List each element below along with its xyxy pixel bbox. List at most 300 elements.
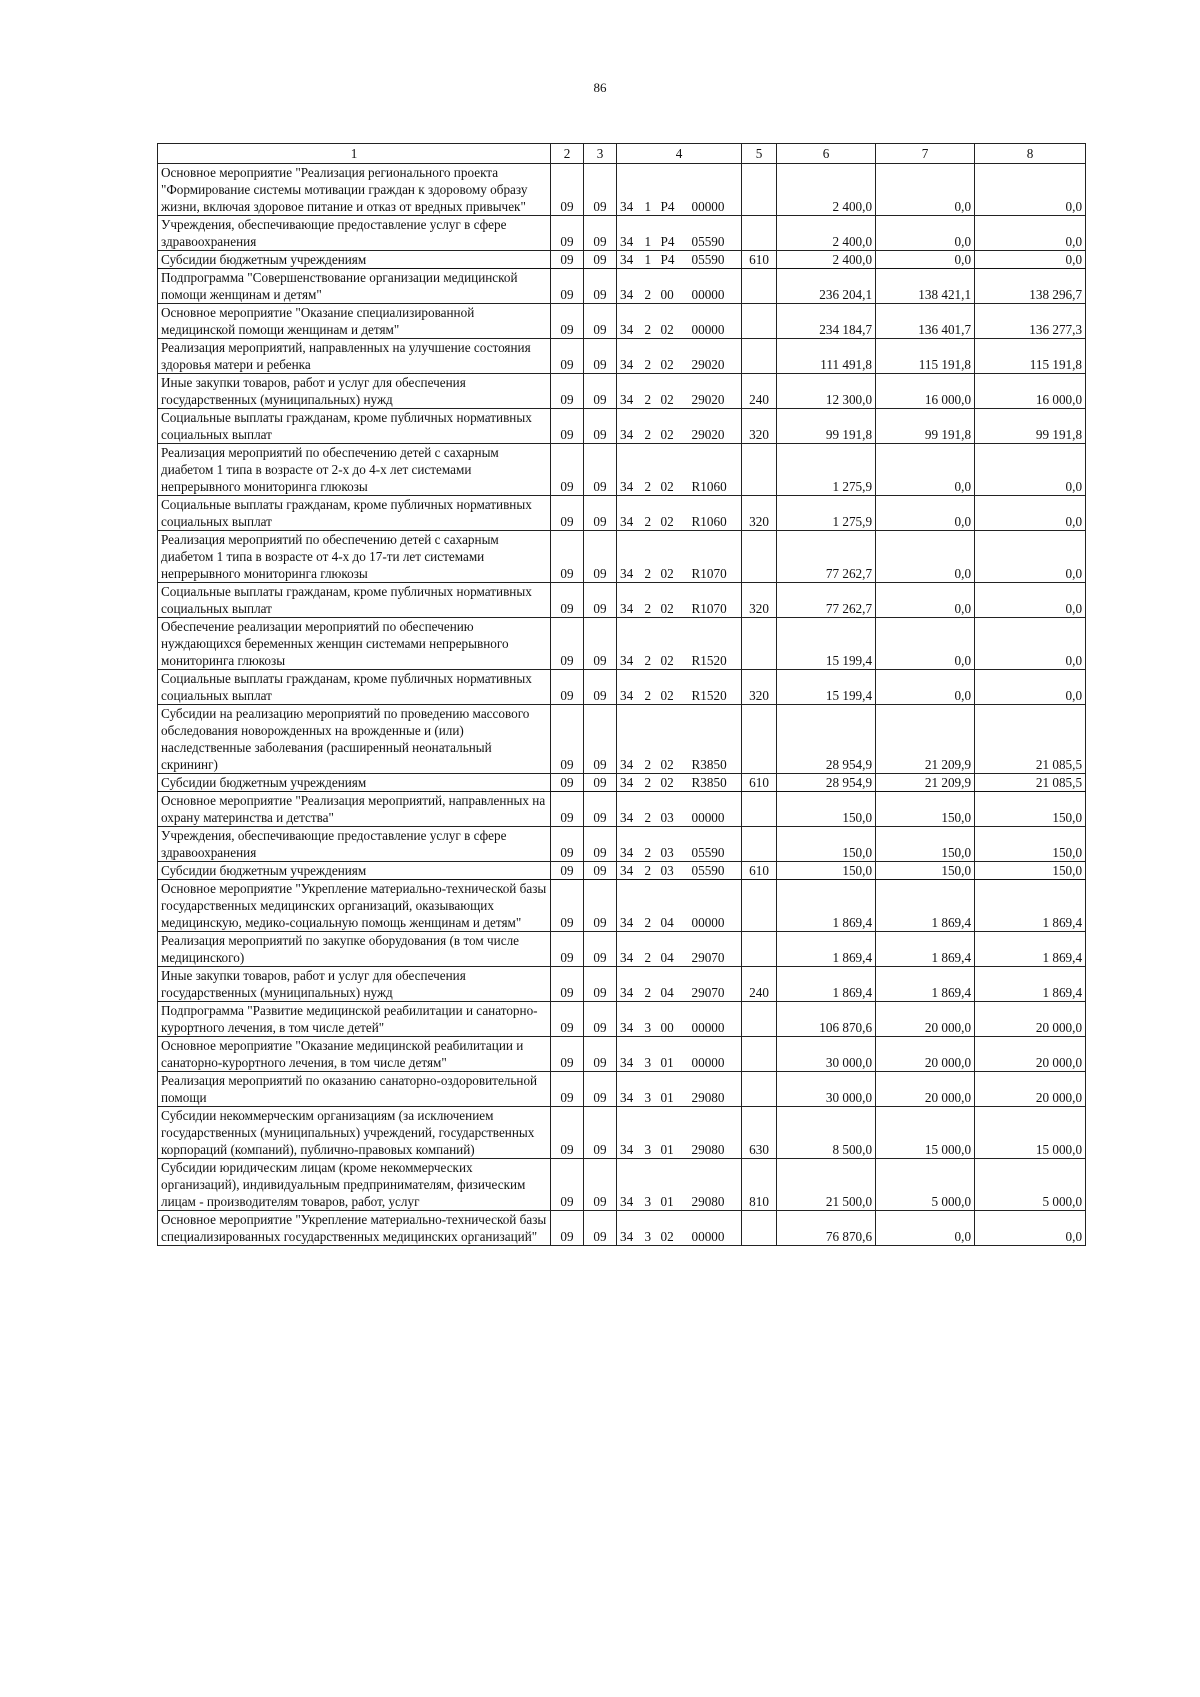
table-row <box>158 774 1086 792</box>
code-col-2: 09 <box>551 164 584 216</box>
code-program: 34 <box>617 1002 642 1037</box>
code-expense-type <box>742 164 777 216</box>
code-program: 34 <box>617 1072 642 1107</box>
row-description: Субсидии на реализацию мероприятий по проведению массового обследования новорожденных на врожденные и (или) наследственные заболевания (расширенный неонатальный скрининг) <box>158 705 551 774</box>
code-program: 34 <box>617 531 642 583</box>
code-subprogram: 2 <box>642 774 658 792</box>
code-col-3: 09 <box>584 1211 617 1246</box>
code-direction: 29020 <box>689 339 742 374</box>
amount-col-6: 1 275,9 <box>777 444 876 496</box>
amount-col-7: 0,0 <box>876 444 975 496</box>
code-subprogram: 2 <box>642 827 658 862</box>
code-col-2: 09 <box>551 409 584 444</box>
code-direction: 00000 <box>689 792 742 827</box>
amount-col-7: 0,0 <box>876 618 975 670</box>
code-program: 34 <box>617 583 642 618</box>
code-subprogram: 2 <box>642 618 658 670</box>
code-subprogram: 3 <box>642 1037 658 1072</box>
code-subprogram: 2 <box>642 670 658 705</box>
amount-col-8: 0,0 <box>975 216 1086 251</box>
row-description: Основное мероприятие "Реализация мероприятий, направленных на охрану материнства и детства" <box>158 792 551 827</box>
code-direction: 05590 <box>689 862 742 880</box>
code-subprogram: 2 <box>642 880 658 932</box>
amount-col-7: 16 000,0 <box>876 374 975 409</box>
code-expense-type <box>742 339 777 374</box>
code-expense-type <box>742 792 777 827</box>
code-direction: R1520 <box>689 670 742 705</box>
row-description: Основное мероприятие "Укрепление материально-технической базы государственных медицинских организаций, оказывающих медицинскую, медико-социальную помощь женщинам и детям" <box>158 880 551 932</box>
code-col-3: 09 <box>584 1159 617 1211</box>
code-direction: 00000 <box>689 1002 742 1037</box>
code-direction: R1070 <box>689 583 742 618</box>
amount-col-7: 5 000,0 <box>876 1159 975 1211</box>
amount-col-8: 0,0 <box>975 618 1086 670</box>
code-direction: R1060 <box>689 444 742 496</box>
table-row <box>158 792 1086 827</box>
amount-col-8: 0,0 <box>975 164 1086 216</box>
amount-col-6: 111 491,8 <box>777 339 876 374</box>
code-subprogram: 1 <box>642 216 658 251</box>
table-row <box>158 670 1086 705</box>
code-direction: 00000 <box>689 880 742 932</box>
code-program: 34 <box>617 932 642 967</box>
amount-col-8: 0,0 <box>975 531 1086 583</box>
code-expense-type <box>742 531 777 583</box>
code-col-3: 09 <box>584 409 617 444</box>
table-row <box>158 374 1086 409</box>
amount-col-6: 15 199,4 <box>777 618 876 670</box>
amount-col-7: 115 191,8 <box>876 339 975 374</box>
table-row <box>158 932 1086 967</box>
amount-col-6: 8 500,0 <box>777 1107 876 1159</box>
amount-col-8: 21 085,5 <box>975 705 1086 774</box>
amount-col-7: 150,0 <box>876 827 975 862</box>
code-subprogram: 2 <box>642 792 658 827</box>
code-event: P4 <box>658 216 689 251</box>
code-event: 02 <box>658 670 689 705</box>
row-description: Реализация мероприятий по закупке оборудования (в том числе медицинского) <box>158 932 551 967</box>
code-program: 34 <box>617 339 642 374</box>
code-expense-type <box>742 304 777 339</box>
code-event: 03 <box>658 862 689 880</box>
amount-col-8: 138 296,7 <box>975 269 1086 304</box>
code-expense-type <box>742 827 777 862</box>
code-event: 02 <box>658 618 689 670</box>
code-event: P4 <box>658 251 689 269</box>
code-event: 02 <box>658 444 689 496</box>
code-expense-type <box>742 618 777 670</box>
table-row <box>158 1159 1086 1211</box>
code-col-3: 09 <box>584 618 617 670</box>
amount-col-8: 150,0 <box>975 792 1086 827</box>
code-direction: 00000 <box>689 1211 742 1246</box>
code-subprogram: 2 <box>642 496 658 531</box>
code-expense-type <box>742 444 777 496</box>
code-direction: 29020 <box>689 374 742 409</box>
code-expense-type: 610 <box>742 251 777 269</box>
row-description: Обеспечение реализации мероприятий по обеспечению нуждающихся беременных женщин системами непрерывного мониторинга глюкозы <box>158 618 551 670</box>
amount-col-6: 21 500,0 <box>777 1159 876 1211</box>
amount-col-8: 0,0 <box>975 670 1086 705</box>
amount-col-6: 2 400,0 <box>777 164 876 216</box>
amount-col-7: 0,0 <box>876 531 975 583</box>
code-col-2: 09 <box>551 496 584 531</box>
code-subprogram: 2 <box>642 932 658 967</box>
table-row <box>158 583 1086 618</box>
code-col-2: 09 <box>551 251 584 269</box>
row-description: Субсидии бюджетным учреждениям <box>158 251 551 269</box>
code-col-2: 09 <box>551 1072 584 1107</box>
code-subprogram: 3 <box>642 1072 658 1107</box>
col-header-2: 2 <box>551 144 584 164</box>
code-col-2: 09 <box>551 792 584 827</box>
code-program: 34 <box>617 705 642 774</box>
row-description: Основное мероприятие "Оказание медицинской реабилитации и санаторно-курортного лечения, в том числе детям" <box>158 1037 551 1072</box>
code-program: 34 <box>617 1211 642 1246</box>
row-description: Реализация мероприятий по обеспечению детей с сахарным диабетом 1 типа в возрасте от 4-х до 17-ти лет системами непрерывного мониторинга глюкозы <box>158 531 551 583</box>
code-subprogram: 2 <box>642 304 658 339</box>
row-description: Подпрограмма "Развитие медицинской реабилитации и санаторно-курортного лечения, в том числе детей" <box>158 1002 551 1037</box>
code-col-2: 09 <box>551 374 584 409</box>
code-program: 34 <box>617 1107 642 1159</box>
code-subprogram: 3 <box>642 1159 658 1211</box>
code-col-3: 09 <box>584 792 617 827</box>
row-description: Субсидии бюджетным учреждениям <box>158 862 551 880</box>
amount-col-6: 30 000,0 <box>777 1037 876 1072</box>
code-direction: R3850 <box>689 705 742 774</box>
code-expense-type <box>742 1037 777 1072</box>
row-description: Социальные выплаты гражданам, кроме публичных нормативных социальных выплат <box>158 496 551 531</box>
amount-col-7: 21 209,9 <box>876 774 975 792</box>
amount-col-6: 234 184,7 <box>777 304 876 339</box>
code-program: 34 <box>617 862 642 880</box>
table-row <box>158 304 1086 339</box>
amount-col-7: 1 869,4 <box>876 880 975 932</box>
code-direction: 05590 <box>689 251 742 269</box>
row-description: Иные закупки товаров, работ и услуг для обеспечения государственных (муниципальных) нужд <box>158 967 551 1002</box>
code-event: 02 <box>658 774 689 792</box>
amount-col-6: 2 400,0 <box>777 216 876 251</box>
code-direction: R3850 <box>689 774 742 792</box>
code-col-3: 09 <box>584 444 617 496</box>
col-header-1: 1 <box>158 144 551 164</box>
code-col-3: 09 <box>584 269 617 304</box>
code-col-2: 09 <box>551 967 584 1002</box>
code-col-2: 09 <box>551 216 584 251</box>
code-subprogram: 2 <box>642 705 658 774</box>
code-direction: 05590 <box>689 827 742 862</box>
code-direction: R1070 <box>689 531 742 583</box>
amount-col-8: 0,0 <box>975 1211 1086 1246</box>
code-col-2: 09 <box>551 862 584 880</box>
amount-col-6: 150,0 <box>777 827 876 862</box>
amount-col-6: 28 954,9 <box>777 705 876 774</box>
code-subprogram: 2 <box>642 339 658 374</box>
code-expense-type <box>742 1072 777 1107</box>
code-expense-type: 320 <box>742 496 777 531</box>
code-program: 34 <box>617 792 642 827</box>
code-col-3: 09 <box>584 531 617 583</box>
code-event: 01 <box>658 1037 689 1072</box>
code-program: 34 <box>617 1037 642 1072</box>
amount-col-7: 0,0 <box>876 670 975 705</box>
code-program: 34 <box>617 967 642 1002</box>
code-col-2: 09 <box>551 583 584 618</box>
amount-col-7: 0,0 <box>876 251 975 269</box>
code-program: 34 <box>617 374 642 409</box>
row-description: Подпрограмма "Совершенствование организации медицинской помощи женщинам и детям" <box>158 269 551 304</box>
row-description: Учреждения, обеспечивающие предоставление услуг в сфере здравоохранения <box>158 216 551 251</box>
table-row <box>158 862 1086 880</box>
amount-col-8: 150,0 <box>975 827 1086 862</box>
code-event: 02 <box>658 304 689 339</box>
code-subprogram: 2 <box>642 967 658 1002</box>
code-col-3: 09 <box>584 251 617 269</box>
code-col-3: 09 <box>584 216 617 251</box>
code-expense-type <box>742 880 777 932</box>
code-col-3: 09 <box>584 774 617 792</box>
col-header-6: 6 <box>777 144 876 164</box>
amount-col-8: 15 000,0 <box>975 1107 1086 1159</box>
code-direction: 00000 <box>689 1037 742 1072</box>
code-col-2: 09 <box>551 269 584 304</box>
amount-col-6: 76 870,6 <box>777 1211 876 1246</box>
col-header-7: 7 <box>876 144 975 164</box>
amount-col-6: 1 869,4 <box>777 932 876 967</box>
code-expense-type: 630 <box>742 1107 777 1159</box>
amount-col-8: 99 191,8 <box>975 409 1086 444</box>
code-expense-type: 240 <box>742 374 777 409</box>
row-description: Основное мероприятие "Реализация регионального проекта "Формирование системы мотивации граждан к здоровому образу жизни, включая здоровое питание и отказ от вредных привычек" <box>158 164 551 216</box>
amount-col-6: 1 869,4 <box>777 967 876 1002</box>
code-col-2: 09 <box>551 304 584 339</box>
table-row <box>158 496 1086 531</box>
amount-col-8: 0,0 <box>975 444 1086 496</box>
amount-col-6: 99 191,8 <box>777 409 876 444</box>
amount-col-8: 1 869,4 <box>975 880 1086 932</box>
row-description: Реализация мероприятий по оказанию санаторно-оздоровительной помощи <box>158 1072 551 1107</box>
amount-col-8: 150,0 <box>975 862 1086 880</box>
table-row <box>158 216 1086 251</box>
code-event: 02 <box>658 531 689 583</box>
code-expense-type: 810 <box>742 1159 777 1211</box>
code-event: 00 <box>658 1002 689 1037</box>
table-row <box>158 1037 1086 1072</box>
code-program: 34 <box>617 251 642 269</box>
amount-col-6: 30 000,0 <box>777 1072 876 1107</box>
amount-col-6: 150,0 <box>777 792 876 827</box>
amount-col-7: 21 209,9 <box>876 705 975 774</box>
amount-col-7: 0,0 <box>876 1211 975 1246</box>
code-event: P4 <box>658 164 689 216</box>
code-event: 02 <box>658 583 689 618</box>
table-row <box>158 1107 1086 1159</box>
amount-col-8: 20 000,0 <box>975 1002 1086 1037</box>
code-direction: 29080 <box>689 1072 742 1107</box>
code-subprogram: 3 <box>642 1002 658 1037</box>
row-description: Реализация мероприятий по обеспечению детей с сахарным диабетом 1 типа в возрасте от 2-х до 4-х лет системами непрерывного мониторинга глюкозы <box>158 444 551 496</box>
code-program: 34 <box>617 618 642 670</box>
table-row <box>158 531 1086 583</box>
amount-col-7: 1 869,4 <box>876 932 975 967</box>
amount-col-6: 150,0 <box>777 862 876 880</box>
code-subprogram: 1 <box>642 251 658 269</box>
code-col-3: 09 <box>584 880 617 932</box>
code-event: 04 <box>658 880 689 932</box>
amount-col-7: 0,0 <box>876 216 975 251</box>
row-description: Субсидии бюджетным учреждениям <box>158 774 551 792</box>
code-subprogram: 1 <box>642 164 658 216</box>
code-col-3: 09 <box>584 583 617 618</box>
code-program: 34 <box>617 164 642 216</box>
amount-col-6: 28 954,9 <box>777 774 876 792</box>
code-col-2: 09 <box>551 1107 584 1159</box>
code-expense-type: 240 <box>742 967 777 1002</box>
code-col-2: 09 <box>551 774 584 792</box>
table-row <box>158 164 1086 216</box>
code-program: 34 <box>617 444 642 496</box>
amount-col-6: 77 262,7 <box>777 531 876 583</box>
amount-col-7: 20 000,0 <box>876 1037 975 1072</box>
code-program: 34 <box>617 880 642 932</box>
code-col-3: 09 <box>584 496 617 531</box>
amount-col-6: 1 869,4 <box>777 880 876 932</box>
amount-col-7: 0,0 <box>876 164 975 216</box>
code-expense-type <box>742 932 777 967</box>
code-program: 34 <box>617 774 642 792</box>
table-row <box>158 251 1086 269</box>
row-description: Иные закупки товаров, работ и услуг для обеспечения государственных (муниципальных) нужд <box>158 374 551 409</box>
code-event: 02 <box>658 374 689 409</box>
code-direction: 05590 <box>689 216 742 251</box>
amount-col-7: 150,0 <box>876 792 975 827</box>
amount-col-7: 136 401,7 <box>876 304 975 339</box>
code-expense-type <box>742 1211 777 1246</box>
code-expense-type: 320 <box>742 409 777 444</box>
code-col-2: 09 <box>551 932 584 967</box>
code-subprogram: 2 <box>642 269 658 304</box>
code-program: 34 <box>617 304 642 339</box>
amount-col-7: 15 000,0 <box>876 1107 975 1159</box>
row-description: Социальные выплаты гражданам, кроме публичных нормативных социальных выплат <box>158 409 551 444</box>
code-col-3: 09 <box>584 1002 617 1037</box>
code-event: 00 <box>658 269 689 304</box>
code-expense-type <box>742 269 777 304</box>
amount-col-6: 12 300,0 <box>777 374 876 409</box>
amount-col-8: 16 000,0 <box>975 374 1086 409</box>
amount-col-8: 0,0 <box>975 251 1086 269</box>
code-expense-type: 610 <box>742 862 777 880</box>
code-col-3: 09 <box>584 827 617 862</box>
code-expense-type: 320 <box>742 670 777 705</box>
code-subprogram: 2 <box>642 862 658 880</box>
amount-col-8: 20 000,0 <box>975 1072 1086 1107</box>
code-col-2: 09 <box>551 339 584 374</box>
code-col-2: 09 <box>551 1211 584 1246</box>
code-program: 34 <box>617 496 642 531</box>
code-col-3: 09 <box>584 1037 617 1072</box>
code-direction: 29070 <box>689 932 742 967</box>
table-body <box>158 164 1086 1246</box>
code-event: 02 <box>658 705 689 774</box>
table-row <box>158 1002 1086 1037</box>
code-col-3: 09 <box>584 1107 617 1159</box>
code-direction: 29070 <box>689 967 742 1002</box>
code-col-2: 09 <box>551 531 584 583</box>
amount-col-8: 0,0 <box>975 583 1086 618</box>
code-col-3: 09 <box>584 967 617 1002</box>
code-direction: 00000 <box>689 164 742 216</box>
col-header-5: 5 <box>742 144 777 164</box>
code-event: 02 <box>658 339 689 374</box>
amount-col-8: 1 869,4 <box>975 967 1086 1002</box>
code-col-2: 09 <box>551 1002 584 1037</box>
table-row <box>158 269 1086 304</box>
code-event: 02 <box>658 496 689 531</box>
amount-col-8: 136 277,3 <box>975 304 1086 339</box>
code-subprogram: 2 <box>642 444 658 496</box>
code-col-3: 09 <box>584 705 617 774</box>
code-col-2: 09 <box>551 444 584 496</box>
amount-col-6: 77 262,7 <box>777 583 876 618</box>
code-program: 34 <box>617 1159 642 1211</box>
amount-col-6: 1 275,9 <box>777 496 876 531</box>
row-description: Основное мероприятие "Оказание специализированной медицинской помощи женщинам и детям" <box>158 304 551 339</box>
amount-col-8: 115 191,8 <box>975 339 1086 374</box>
amount-col-7: 0,0 <box>876 496 975 531</box>
code-subprogram: 2 <box>642 374 658 409</box>
code-col-3: 09 <box>584 164 617 216</box>
amount-col-8: 5 000,0 <box>975 1159 1086 1211</box>
code-expense-type: 610 <box>742 774 777 792</box>
budget-table <box>157 143 1086 1246</box>
code-expense-type: 320 <box>742 583 777 618</box>
code-program: 34 <box>617 827 642 862</box>
amount-col-7: 150,0 <box>876 862 975 880</box>
code-event: 03 <box>658 827 689 862</box>
code-direction: R1060 <box>689 496 742 531</box>
code-event: 04 <box>658 967 689 1002</box>
code-direction: R1520 <box>689 618 742 670</box>
amount-col-6: 2 400,0 <box>777 251 876 269</box>
code-col-2: 09 <box>551 1159 584 1211</box>
amount-col-8: 21 085,5 <box>975 774 1086 792</box>
code-subprogram: 3 <box>642 1211 658 1246</box>
code-col-3: 09 <box>584 932 617 967</box>
amount-col-7: 1 869,4 <box>876 967 975 1002</box>
code-subprogram: 2 <box>642 583 658 618</box>
code-col-3: 09 <box>584 862 617 880</box>
code-program: 34 <box>617 670 642 705</box>
table-row <box>158 339 1086 374</box>
table-row <box>158 880 1086 932</box>
table-row <box>158 409 1086 444</box>
amount-col-6: 106 870,6 <box>777 1002 876 1037</box>
code-expense-type <box>742 1002 777 1037</box>
code-expense-type <box>742 705 777 774</box>
code-col-2: 09 <box>551 1037 584 1072</box>
code-direction: 29080 <box>689 1159 742 1211</box>
page-number: 86 <box>593 80 607 95</box>
code-subprogram: 2 <box>642 409 658 444</box>
code-direction: 29020 <box>689 409 742 444</box>
table-row <box>158 444 1086 496</box>
table-row <box>158 705 1086 774</box>
col-header-8: 8 <box>975 144 1086 164</box>
row-description: Социальные выплаты гражданам, кроме публичных нормативных социальных выплат <box>158 583 551 618</box>
amount-col-7: 20 000,0 <box>876 1072 975 1107</box>
col-header-4: 4 <box>617 144 742 164</box>
